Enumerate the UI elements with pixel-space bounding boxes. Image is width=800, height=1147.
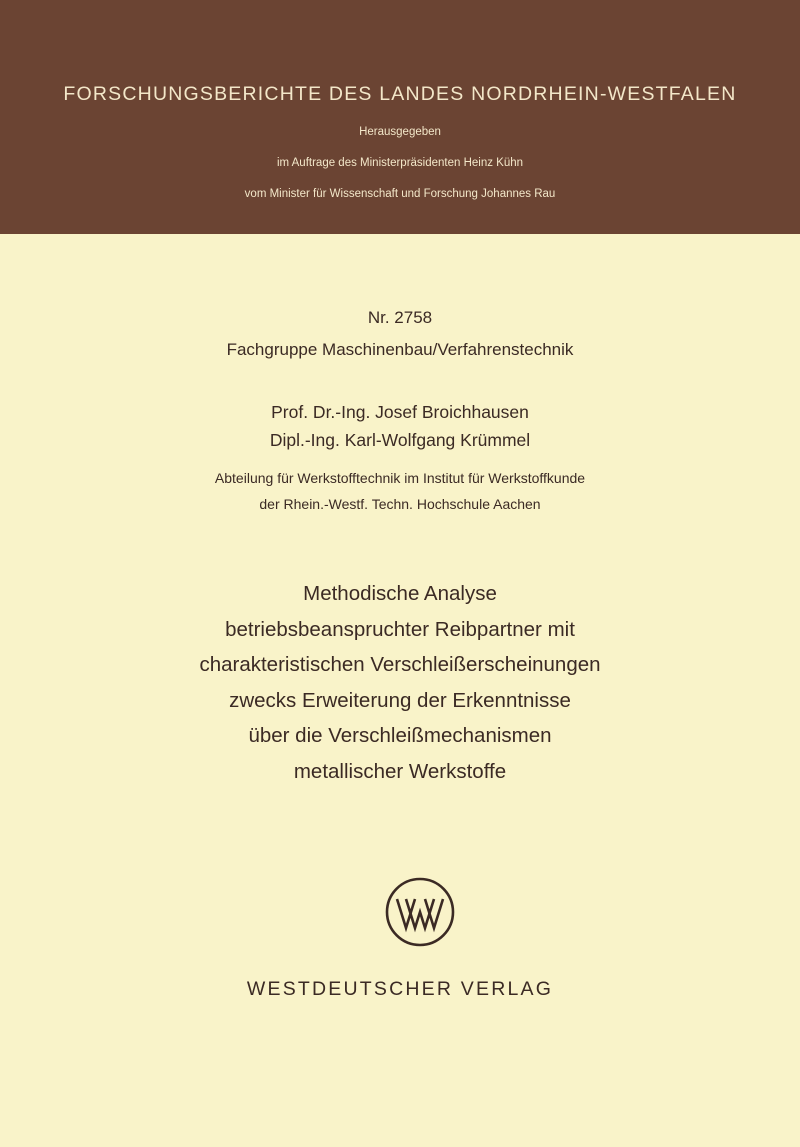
title-line: metallischer Werkstoffe [293,759,507,783]
editor-line-commission: im Auftrage des Ministerpräsidenten Heinz Kühn [276,157,524,169]
title-line: charakteristischen Verschleißerscheinungen [199,653,601,676]
author-1: Prof. Dr.-Ing. Josef Broichhausen [271,402,529,422]
title-line: zwecks Erweiterung der Erkenntnisse [229,688,571,712]
title-line: über die Verschleißmechanismen [248,724,552,747]
department-line-2: der Rhein.-Westf. Techn. Hochschule Aachen [259,496,541,512]
editor-line-published: Herausgegeben [359,126,441,138]
title-line: Methodische Analyse [303,582,497,605]
report-group: Fachgruppe Maschinenbau/Verfahrenstechnik [226,340,574,359]
report-number: Nr. 2758 [367,308,433,327]
department-line-1: Abteilung für Werkstofftechnik im Institut für Werkstoffkunde [214,470,586,486]
series-title: FORSCHUNGSBERICHTE DES LANDES NORDRHEIN-WESTFALEN [63,83,737,105]
ww-circle-logo-icon [384,876,456,948]
publisher-name: WESTDEUTSCHER VERLAG [246,978,554,1000]
title-line: betriebsbeanspruchter Reibpartner mit [225,617,575,641]
author-2: Dipl.-Ing. Karl-Wolfgang Krümmel [269,430,531,450]
editor-line-minister: vom Minister für Wissenschaft und Forschung Johannes Rau [244,188,556,200]
report-title [0,576,800,789]
header-band [0,0,800,234]
